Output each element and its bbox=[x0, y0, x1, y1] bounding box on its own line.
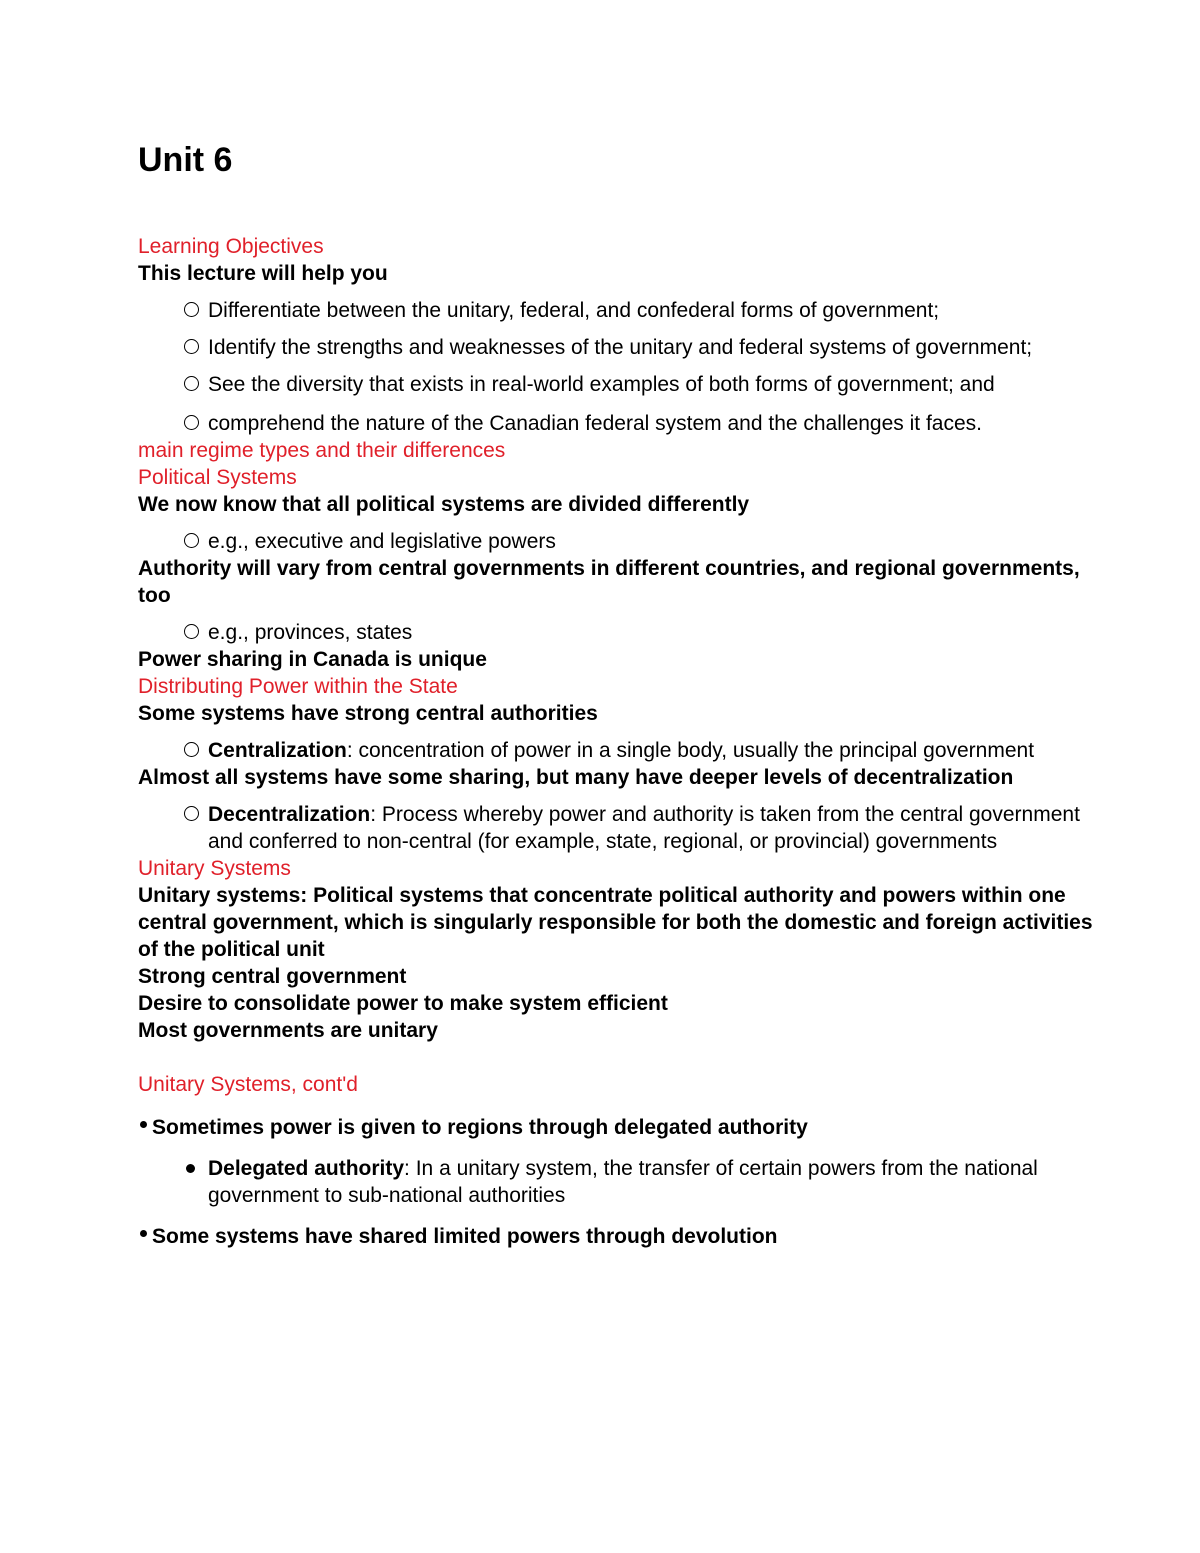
section-heading-regime-types: main regime types and their differences bbox=[138, 439, 506, 462]
section-heading-learning-objectives: Learning Objectives bbox=[138, 235, 324, 258]
section-heading-distributing-power: Distributing Power within the State bbox=[138, 675, 458, 698]
hollow-circle-bullet-icon bbox=[184, 376, 199, 391]
list-item: Delegated authority: In a unitary system, the transfer of certain powers from the national government to sub-national authorities bbox=[138, 1155, 1098, 1209]
list-item: Centralization: concentration of power in a single body, usually the principal government bbox=[138, 737, 1098, 764]
bullet-dot-icon bbox=[140, 1230, 147, 1237]
list-item: Differentiate between the unitary, federal, and confederal forms of government; bbox=[138, 297, 1098, 324]
text-line: Most governments are unitary bbox=[138, 1019, 438, 1042]
text-line: Strong central government bbox=[138, 965, 407, 988]
list-item: See the diversity that exists in real-world examples of both forms of government; and bbox=[138, 371, 1098, 398]
section-heading-political-systems: Political Systems bbox=[138, 466, 297, 489]
text-line: Power sharing in Canada is unique bbox=[138, 648, 487, 671]
hollow-circle-bullet-icon bbox=[184, 302, 199, 317]
hollow-circle-bullet-icon bbox=[184, 624, 199, 639]
hollow-circle-bullet-icon bbox=[184, 339, 199, 354]
hollow-circle-bullet-icon bbox=[184, 533, 199, 548]
hollow-circle-bullet-icon bbox=[184, 806, 199, 821]
text-line: Authority will vary from central governments in different countries, and regional governments, too bbox=[138, 557, 1080, 607]
list-item: e.g., provinces, states bbox=[138, 619, 1098, 646]
text-line: Desire to consolidate power to make system efficient bbox=[138, 992, 668, 1015]
list-item: Identify the strengths and weaknesses of the unitary and federal systems of government; bbox=[138, 334, 1098, 361]
term-delegated-authority: Delegated authority bbox=[208, 1157, 405, 1180]
objectives-intro: This lecture will help you bbox=[138, 262, 388, 285]
term-decentralization: Decentralization bbox=[208, 803, 371, 826]
term-centralization: Centralization bbox=[208, 739, 347, 762]
bullet-dot-icon bbox=[140, 1121, 147, 1128]
hollow-circle-bullet-icon bbox=[184, 415, 199, 430]
text-line: We now know that all political systems are divided differently bbox=[138, 493, 750, 516]
text-line: Some systems have strong central authorities bbox=[138, 702, 598, 725]
page-title: Unit 6 bbox=[138, 141, 233, 179]
text-line: Unitary systems: Political systems that concentrate political authority and powers within one central government, which is singularly responsible for both the domestic and foreign activities of the political unit bbox=[138, 884, 1093, 961]
list-item: comprehend the nature of the Canadian federal system and the challenges it faces. bbox=[138, 410, 1098, 437]
text-line: Almost all systems have some sharing, but many have deeper levels of decentralization bbox=[138, 766, 1014, 789]
list-item: Some systems have shared limited powers through devolution bbox=[138, 1223, 1098, 1250]
list-item: e.g., executive and legislative powers bbox=[138, 528, 1098, 555]
section-heading-unitary-systems: Unitary Systems bbox=[138, 857, 291, 880]
bullet-dot-icon bbox=[186, 1164, 195, 1173]
document-page bbox=[138, 140, 1098, 1250]
list-item: Sometimes power is given to regions through delegated authority bbox=[138, 1114, 1098, 1141]
list-item: Decentralization: Process whereby power and authority is taken from the central government and conferred to non-central (for example, state, regional, or provincial) governments bbox=[138, 801, 1098, 855]
hollow-circle-bullet-icon bbox=[184, 742, 199, 757]
section-heading-unitary-contd: Unitary Systems, cont'd bbox=[138, 1073, 358, 1096]
